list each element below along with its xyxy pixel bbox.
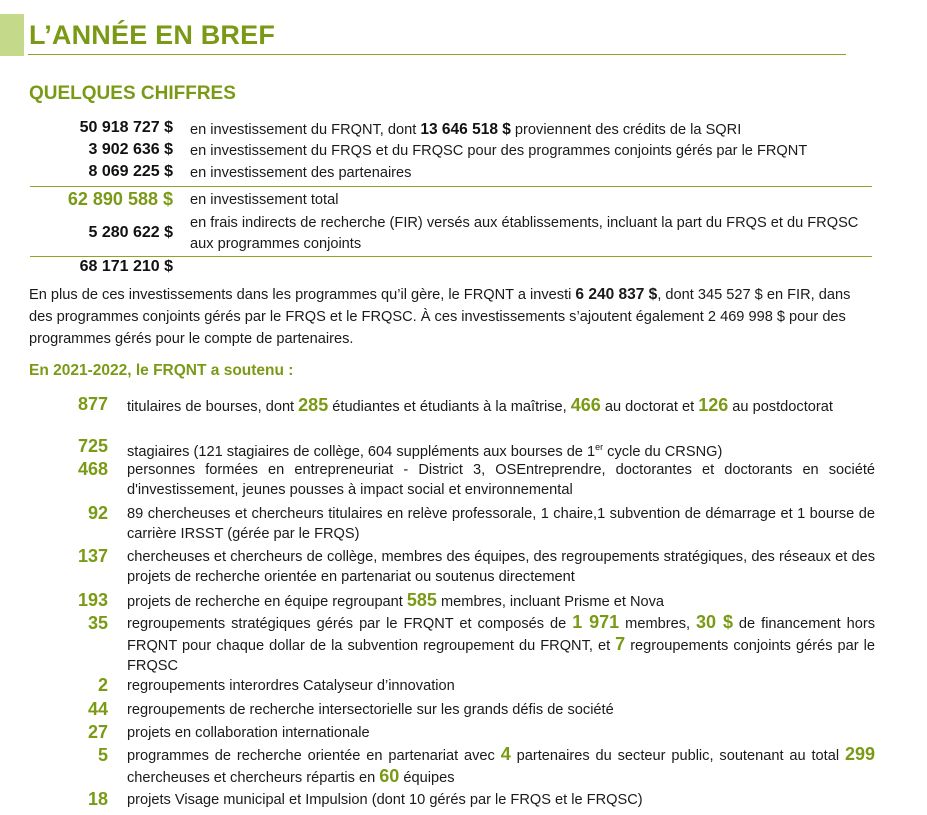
support-title: En 2021-2022, le FRQNT a soutenu : [29,362,294,379]
item-description: titulaires de bourses, dont 285 étudiantes et étudiants à la maîtrise, 466 au doctorat et 126 au postdoctorat [127,395,833,415]
figure-amount-grand-total: 68 171 210 $ [79,258,173,275]
item-number: 137 [77,546,108,566]
page-title: L’ANNÉE EN BREF [29,20,276,50]
section-title: QUELQUES CHIFFRES [29,83,236,104]
title-divider [28,54,846,55]
figure-amount: 3 902 636 $ [88,141,173,158]
item-description: regroupements de recherche intersectorielle sur les grands défis de société [127,702,614,718]
item-description: projets Visage municipal et Impulsion (dont 10 gérés par le FRQS et le FRQSC) [127,792,643,808]
figure-amount: 50 918 727 $ [79,119,173,136]
figure-description: en investissement du FRQNT, dont 13 646 518 $ proviennent des crédits de la SQRI [190,121,742,138]
item-number: 18 [87,789,108,809]
item-description: 89 chercheuses et chercheurs titulaires en relève professorale, 1 chaire,1 subvention de démarrage et 1 bourse de carrière IRSST (gérée par le FRQS) [127,506,875,542]
item-number: 5 [97,745,108,765]
item-number: 2 [97,675,108,695]
figure-amount: 8 069 225 $ [88,163,173,180]
item-description: regroupements interordres Catalyseur d’innovation [127,678,455,694]
figure-divider [30,186,872,187]
item-description: projets de recherche en équipe regroupant 585 membres, incluant Prisme et Nova [127,590,665,610]
item-description: regroupements stratégiques gérés par le FRQNT et composés de 1 971 membres, 30 $ de financement hors FRQNT pour chaque dollar de la subvention regroupement du FRQNT, et 7 regroupements conjoints gérés par le FRQSC [127,612,875,674]
item-number: 725 [77,436,108,456]
item-description: stagiaires (121 stagiaires de collège, 604 suppléments aux bourses de 1er cycle du CRSNG) [127,442,723,460]
item-number: 92 [87,503,108,523]
item-description: chercheuses et chercheurs de collège, membres des équipes, des regroupements stratégiques, des réseaux et des projets de recherche orientée en partenariat ou soutenus directement [127,549,875,585]
item-description: projets en collaboration internationale [127,725,370,741]
item-number: 35 [87,613,108,633]
item-number: 877 [77,394,108,414]
figure-description: en investissement total [190,192,339,208]
item-description: programmes de recherche orientée en partenariat avec 4 partenaires du secteur public, soutenant au total 299 chercheuses et chercheurs répartis en 60 équipes [127,744,875,786]
figure-description: en investissement du FRQS et du FRQSC pour des programmes conjoints gérés par le FRQNT [190,143,808,159]
figure-amount: 5 280 622 $ [88,224,173,241]
item-description: personnes formées en entrepreneuriat - District 3, OSEntreprendre, doctorantes et doctorants en société d'investissement, jeunes pousses à impact social et environnemental [127,462,875,498]
investment-paragraph: En plus de ces investissements dans les programmes qu’il gère, le FRQNT a investi 6 240 837 $, dont 345 527 $ en FIR, dans des programmes conjoints gérés par le FRQS et le FRQSC. À ces investissements s’ajoutent également 2 469 998 $ pour des programmes gérés pour le compte de partenaires. [29,286,851,347]
figure-description: en investissement des partenaires [190,165,412,181]
item-number: 193 [77,590,108,610]
figure-amount-total: 62 890 588 $ [67,189,173,209]
title-accent-bar [0,14,24,56]
figure-description: en frais indirects de recherche (FIR) versés aux établissements, incluant la part du FRQS et du FRQSC aux programmes conjoints [190,215,859,252]
item-number: 468 [77,459,108,479]
figure-divider [30,256,872,257]
item-number: 44 [87,699,108,719]
item-number: 27 [87,722,108,742]
